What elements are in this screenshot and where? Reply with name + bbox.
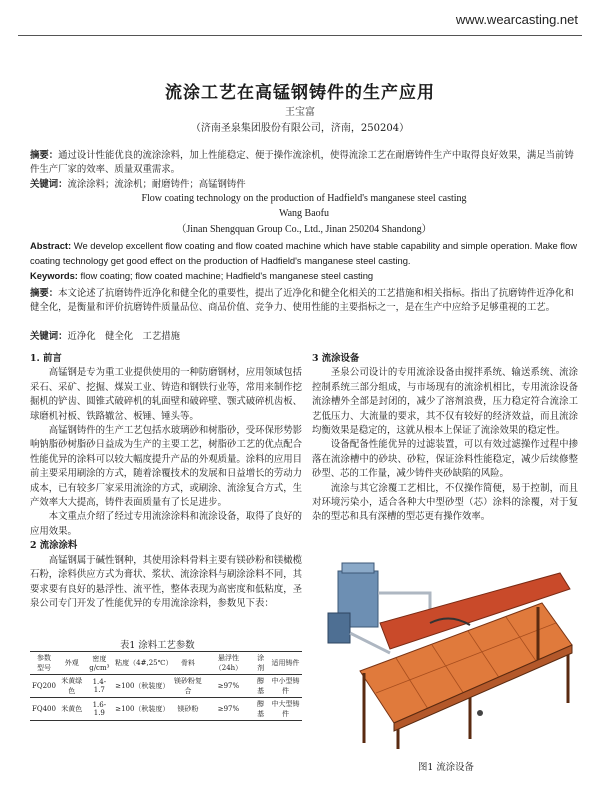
section2-paragraph: 高锰钢属于碱性钢种，其使用涂料骨料主要有镁砂粉和镁橄榄石粉，涂料供应方式为膏状、浆状、流涂涂料与刷涂涂料不同，其要求要有良好的悬浮性、流平性，整体表现为高密度和低粘度，圣泉公司专门开发了性能优异的专用流涂涂料，参数见下表： — [30, 554, 302, 609]
summary-text: 本文论述了抗磨铸件近净化和健全化的重要性，提出了近净化和健全化相关的工艺措施和相关指标。指出了抗磨铸件近净化和健全化，是衡量和评价抗磨铸件质量品位、商品价值、竞争力、使用性能的主要指标之一，是在生产中应给予足够重视的工艺。 — [30, 288, 574, 313]
table-cell: FQ200 — [30, 675, 58, 698]
keywords-text: 流涂涂料；流涂机；耐磨铸件；高锰钢铸件 — [67, 179, 246, 190]
table-cell: 镁砂粉复合 — [171, 675, 204, 698]
table-header-cell: 骨料 — [171, 652, 204, 675]
figure-caption: 图1 流涂设备 — [418, 762, 474, 773]
keywords2-cn — [30, 330, 578, 344]
table-header-cell: 悬浮性（24h） — [204, 652, 252, 675]
table-row — [30, 698, 302, 721]
section3-paragraph: 设备配备性能优异的过滤装置，可以有效过滤操作过程中掺落在流涂槽中的砂块、砂粒，保证涂料性能稳定，减少后续修整砂型、芯的工作量，减少铸件夹砂缺陷的风险。 — [312, 439, 578, 480]
keywords-en — [30, 268, 578, 283]
table-cell: 醇基 — [252, 698, 269, 721]
section3-heading: 3 流涂设备 — [312, 353, 360, 364]
header-rule — [18, 35, 582, 36]
pump-unit — [328, 613, 350, 643]
section3-paragraph: 流涂与其它涂覆工艺相比，不仅操作简便，易于控制，而且对环境污染小，适合各种大中型砂型（芯）涂料的涂覆，对于复杂的型芯和具有深槽的型芯更有操作效率。 — [312, 482, 578, 523]
coating-parameters-table — [30, 651, 302, 721]
en-abstract-label: Abstract: — [30, 240, 72, 251]
en-author: Wang Baofu — [278, 208, 329, 219]
section1-paragraph: 高锰钢是专为重工业提供使用的一种防磨钢材，应用领域包括采石、采矿、挖掘、煤炭工业、铸造和钢铁行业等，常用来制作挖掘机的铲齿、圆锥式破碎机的轧面壁和破碎壁、颚式破碎机齿板、球磨机衬板、铁路辙岔、板锤、锤头等。 — [30, 367, 302, 422]
section3-paragraph: 圣泉公司设计的专用流涂设备由搅拌系统、输送系统、流涂控制系统三部分组成，与市场现有的流涂机相比，专用流涂设备流涂槽外全部是封闭的，减少了溶剂浪费，压力稳定符合流涂工艺低压力、大流量的要求，其不仅有较好的经济效益，而且流涂均衡效果是稳定的，这就从根本上保证了流涂效果的稳定性。 — [312, 367, 578, 437]
right-column — [312, 352, 578, 525]
abstract-cn — [30, 149, 578, 177]
en-keywords-text: flow coating; flow coated machine; Hadfield's manganese steel casting — [80, 270, 374, 281]
en-affiliation: （Jinan Shengquan Group Co., Ltd., Jinan 250204 Shandong） — [176, 224, 432, 235]
table-cell: 米黄绿色 — [58, 675, 86, 698]
table-header-cell: 粘度（4#,25℃） — [113, 652, 171, 675]
table-cell: ≥97% — [204, 698, 252, 721]
section1-paragraph: 本文重点介绍了经过专用流涂涂料和流涂设备，取得了良好的应用效果。 — [30, 511, 302, 537]
en-keywords-label: Keywords: — [30, 270, 78, 281]
table-cell: 中小型铸件 — [269, 675, 302, 698]
keywords2-text: 近净化 健全化 工艺措施 — [67, 331, 181, 342]
section1-paragraph: 高锰钢铸件的生产工艺包括水玻璃砂和树脂砂，受环保形势影响钠脂砂树脂砂日益成为生产的主要工艺，树脂砂工艺的优点配合性能优异的涂料可以较大幅度提升产品的外观质量。涂料的应用目前主要采用刷涂的方式，随着涂覆技术的发展和日益增长的劳动力成本，已有较多厂家采用流涂的方式，或刷涂、流涂复合方式，生产效率大大提高，铸件表面质量有了长足进步。 — [30, 425, 302, 509]
paper-author: 王宝富 — [285, 107, 315, 118]
site-url[interactable]: www.wearcasting.net — [455, 12, 578, 27]
summary-label: 摘要： — [30, 288, 59, 299]
table-cell: ≥100（秋装度） — [113, 675, 171, 698]
table-cell: 镁砂粉 — [171, 698, 204, 721]
flow-coating-equipment-figure — [320, 553, 578, 753]
paper-title: 流涂工艺在高锰钢铸件的生产应用 — [165, 83, 435, 103]
section1-heading: 1. 前言 — [30, 353, 62, 364]
abstract-text: 通过设计性能优良的流涂涂料，加上性能稳定、便于操作流涂机，使得流涂工艺在耐磨铸件生产中取得良好效果，满足当前铸件生产厂家的效率、质量双重需求。 — [30, 150, 574, 175]
table-row — [30, 675, 302, 698]
table-cell: 1.4-1.7 — [85, 675, 113, 698]
table-cell: 1.6-1.9 — [85, 698, 113, 721]
en-title: Flow coating technology on the production of Hadfield's manganese steel casting — [141, 193, 467, 204]
table-header-cell: 适用铸件 — [269, 652, 302, 675]
table-cell: FQ400 — [30, 698, 58, 721]
abstract-en — [30, 238, 578, 268]
table-cell: 醇基 — [252, 675, 269, 698]
left-column — [30, 352, 302, 611]
summary-cn — [30, 287, 578, 315]
table-header-cell: 涂剂 — [252, 652, 269, 675]
en-abstract-text: We develop excellent flow coating and flow coated machine which have stable capability and simple operation. Make flow coating technology get good effect on the production of Hadfield's manganese steel casting. — [30, 240, 578, 266]
table-header-cell: 密度 g/cm³ — [85, 652, 113, 675]
abstract-label: 摘要： — [30, 150, 59, 161]
table-cell: ≥100（秋装度） — [113, 698, 171, 721]
section2-heading: 2 流涂涂料 — [30, 540, 78, 552]
paper-affiliation: （济南圣泉集团股份有限公司，济南，250204） — [190, 123, 410, 134]
tank-lid — [342, 563, 374, 573]
keywords2-label: 关键词： — [30, 331, 68, 342]
keywords-cn — [30, 178, 578, 192]
table-cell: 米黄色 — [58, 698, 86, 721]
table-cell: 中大型铸件 — [269, 698, 302, 721]
table-caption: 表1 涂料工艺参数 — [120, 640, 195, 651]
table-cell: ≥97% — [204, 675, 252, 698]
return-pipe — [350, 633, 390, 653]
keywords-label: 关键词： — [30, 179, 68, 190]
table-header-cell: 参数 型号 — [30, 652, 58, 675]
table-header-cell: 外观 — [58, 652, 86, 675]
table-header-row — [30, 652, 302, 675]
control-valve-icon — [477, 710, 483, 716]
